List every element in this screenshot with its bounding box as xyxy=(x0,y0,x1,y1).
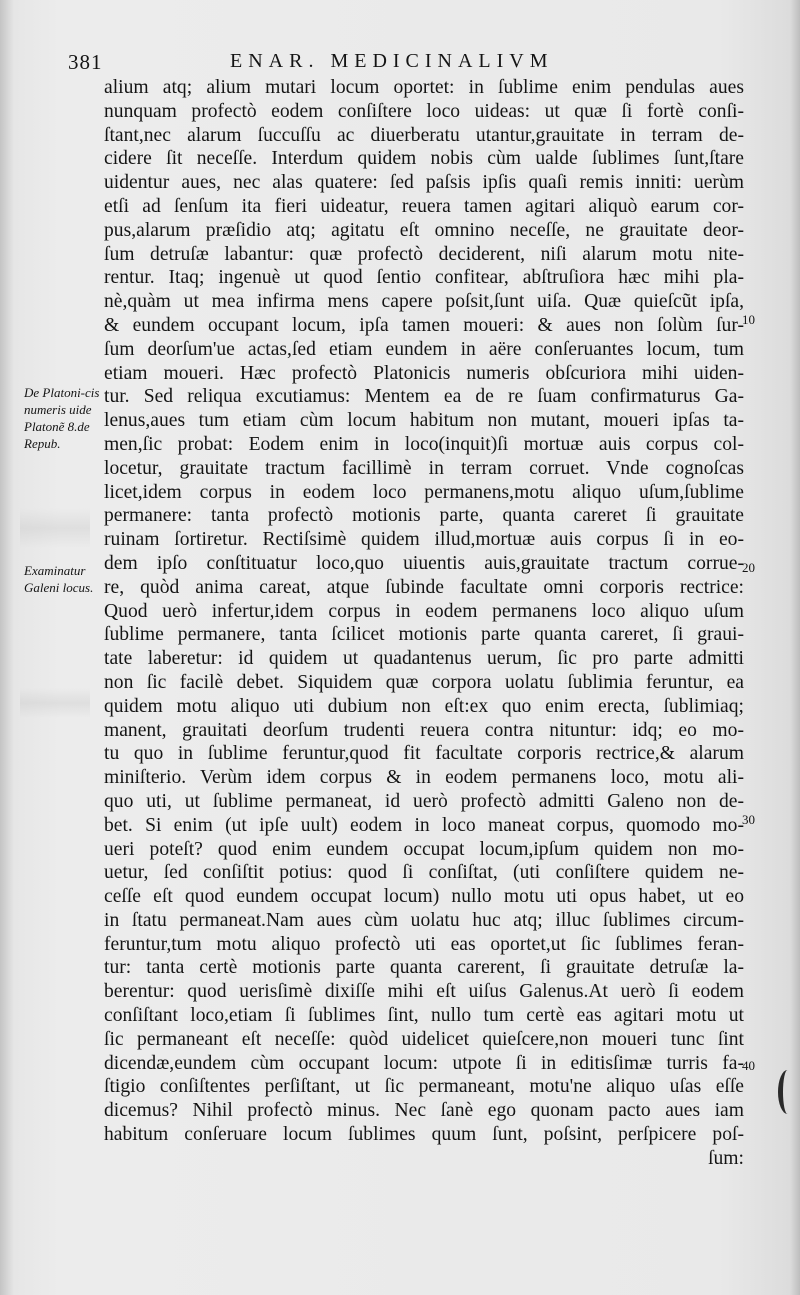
text-line: tate laberetur: id quidem ut quadantenus uerum, ſic pro parte admitti xyxy=(104,648,744,670)
text-line: manent, grauitati deorſum trudenti reuera contra nituntur: idq; eo mo- xyxy=(104,719,744,741)
text-line: licet,idem corpus in eodem loco permanens,motu aliquo uſum,ſublime xyxy=(104,481,744,503)
text-line: dem ipſo conſtituatur loco,quo uiuentis auis,grauitate tractum corrue- xyxy=(104,552,744,574)
catchword-line: ſum: xyxy=(708,1147,744,1169)
line-number-40: 40 xyxy=(742,1058,755,1073)
text-line: & eundem occupant locum, ipſa tamen moueri: & aues non ſolùm ſur- xyxy=(104,314,744,336)
text-line: quidem motu aliquo uti dubium non eſt:ex quo enim erecta, ſublimiaq; xyxy=(104,695,744,717)
text-line: etſi ad ſenſum ita fieri uideatur, reuera tamen agitari aliquò earum cor- xyxy=(104,195,744,217)
text-line: uidentur aues, nec alas quatere: ſed paſsis ipſis quaſi remis inniti: uerùm xyxy=(104,172,744,194)
text-line: ueri poteſt? quod enim eundem occupat locum,ipſum quidem non mo- xyxy=(104,838,744,860)
text-line: locetur, grauitate tractum facillimè in terram corruet. Vnde cognoſcas xyxy=(104,457,744,479)
text-line: lenus,aues tum etiam cùm locum habitum non mutant, moueri ipſas ta- xyxy=(104,410,744,432)
text-line: ſum deorſum'ue actas,ſed etiam eundem in aëre conſeruantes locum, tum xyxy=(104,338,744,360)
bleed-through-mark xyxy=(20,508,90,548)
text-line: berentur: quod uerisſimè dixiſſe mihi eſt uiſus Galenus.At uerò ſi eodem xyxy=(104,981,744,1003)
text-line: habitum conſeruare locum ſublimes quum ſunt, poſsint, perſpicere poſ- xyxy=(104,1124,744,1146)
body-text xyxy=(104,76,744,1171)
text-line: pus,alarum præſidio atq; agitatu eſt omnino neceſſe, ne grauitate deor- xyxy=(104,219,744,241)
text-line: tu quo in ſublime feruntur,quod fit facultate corporis rectrice,& alarum xyxy=(104,743,744,765)
text-line: permanere: tanta profectò motionis parte, quanta careret ſi grauitate xyxy=(104,505,744,527)
text-line: ruinam ſortiretur. Rectiſsimè quidem illud,mortuæ auis corpus ſi in eo- xyxy=(104,529,744,551)
text-line: feruntur,tum motu aliquo profectò uti eas oportet,ut ſic ſublimes feran- xyxy=(104,933,744,955)
margin-note-galen: Examinatur Galeni locus. xyxy=(24,563,94,595)
bleed-through-mark xyxy=(20,688,90,718)
text-line: non ſic facilè debet. Siquidem quæ corpora uolatu ſublimia feruntur, ea xyxy=(104,671,744,693)
text-line: men,ſic probat: Eodem enim in loco(inquit)ſi mortuæ auis corpus col- xyxy=(104,433,744,455)
text-line: ſtant,nec alarum ſuccuſſu ac diuerberatu utantur,grauitate in terram de- xyxy=(104,124,744,146)
text-line: ſublime permanere, tanta ſcilicet motionis parte quanta careret, ſi graui- xyxy=(104,624,744,646)
text-line: ſic permaneant eſt neceſſe: quòd uidelicet quieſcere,non moueri tunc ſint xyxy=(104,1028,744,1050)
text-line: quo uti, ut ſublime permaneat, id uerò profectò admitti Galeno non de- xyxy=(104,790,744,812)
text-line: ſum detruſæ labantur: quæ profectò deciderent, niſi alarum motu nite- xyxy=(104,243,744,265)
line-number-30: 30 xyxy=(742,812,755,827)
page-edge-mark xyxy=(778,1070,797,1114)
text-line: bet. Si enim (ut ipſe uult) eodem in loco maneat corpus, quomodo mo- xyxy=(104,814,744,836)
text-line: nunquam profectò eodem conſiſtere loco uideas: ut quæ ſi fortè conſi- xyxy=(104,100,744,122)
running-title: ENAR. MEDICINALIVM xyxy=(230,50,554,72)
line-number-10: 10 xyxy=(742,312,755,327)
text-line: conſiſtant loco,etiam ſi ſublimes ſint, nullo tum certè eas agitari motu ut xyxy=(104,1005,744,1027)
text-line: dicemus? Nihil profectò minus. Nec ſanè ego quonam pacto aues iam xyxy=(104,1100,744,1122)
text-line: nè,quàm ut mea infirma mens capere poſsit,ſunt uiſa. Quæ quieſcũt ipſa, xyxy=(104,291,744,313)
text-line: uetur, ſed conſiſtit potius: quod ſi conſiſtat, (uti conſiſtere quidem ne- xyxy=(104,862,744,884)
page-number: 381 xyxy=(68,50,103,74)
text-line: ſtigio conſiſtentes perſiſtant, ut ſic permaneant, motu'ne aliquo uſas eſſe xyxy=(104,1076,744,1098)
text-line: re, quòd anima careat, atque ſubinde facultate omni corporis rectrice: xyxy=(104,576,744,598)
text-line: alium atq; alium mutari locum oportet: in ſublime enim pendulas aues xyxy=(104,77,744,98)
text-line: in ſtatu permaneat.Nam aues cùm uolatu huc atq; illuc ſublimes circum- xyxy=(104,909,744,931)
text-line: etiam moueri. Hæc profectò Platonicis numeris obſcuriora mihi uiden- xyxy=(104,362,744,384)
text-line: dicendæ,eundem cùm occupant locum: utpote ſi in editisſimæ turris fa- xyxy=(104,1052,744,1074)
page-header xyxy=(60,46,620,76)
text-line: tur. Sed reliqua excutiamus: Mentem ea de re ſuam confirmaturus Ga- xyxy=(104,386,744,408)
text-line: tur: tanta certè motionis parte quanta carerent, ſi grauitate detruſæ la- xyxy=(104,957,744,979)
text-line: miniſterio. Verùm idem corpus & in eodem permanens loco, motu ali- xyxy=(104,767,744,789)
margin-note-platonic-numbers: De Platoni-cis numeris uide Platonẽ 8.de Repub. xyxy=(24,385,100,451)
text-line: rentur. Itaq; ingenuè ut quod ſentio confitear, abſtruſiora hæc mihi pla- xyxy=(104,267,744,289)
text-line: Quod uerò infertur,idem corpus in eodem permanens loco aliquo uſum xyxy=(104,600,744,622)
line-number-20: 20 xyxy=(742,560,755,575)
text-line: ceſſe eſt quod eundem occupat locum) nullo motu uti opus habet, ut eo xyxy=(104,886,744,908)
text-line: cidere ſit neceſſe. Interdum quidem nobis cùm ualde ſublimes ſunt,ſtare xyxy=(104,148,744,170)
